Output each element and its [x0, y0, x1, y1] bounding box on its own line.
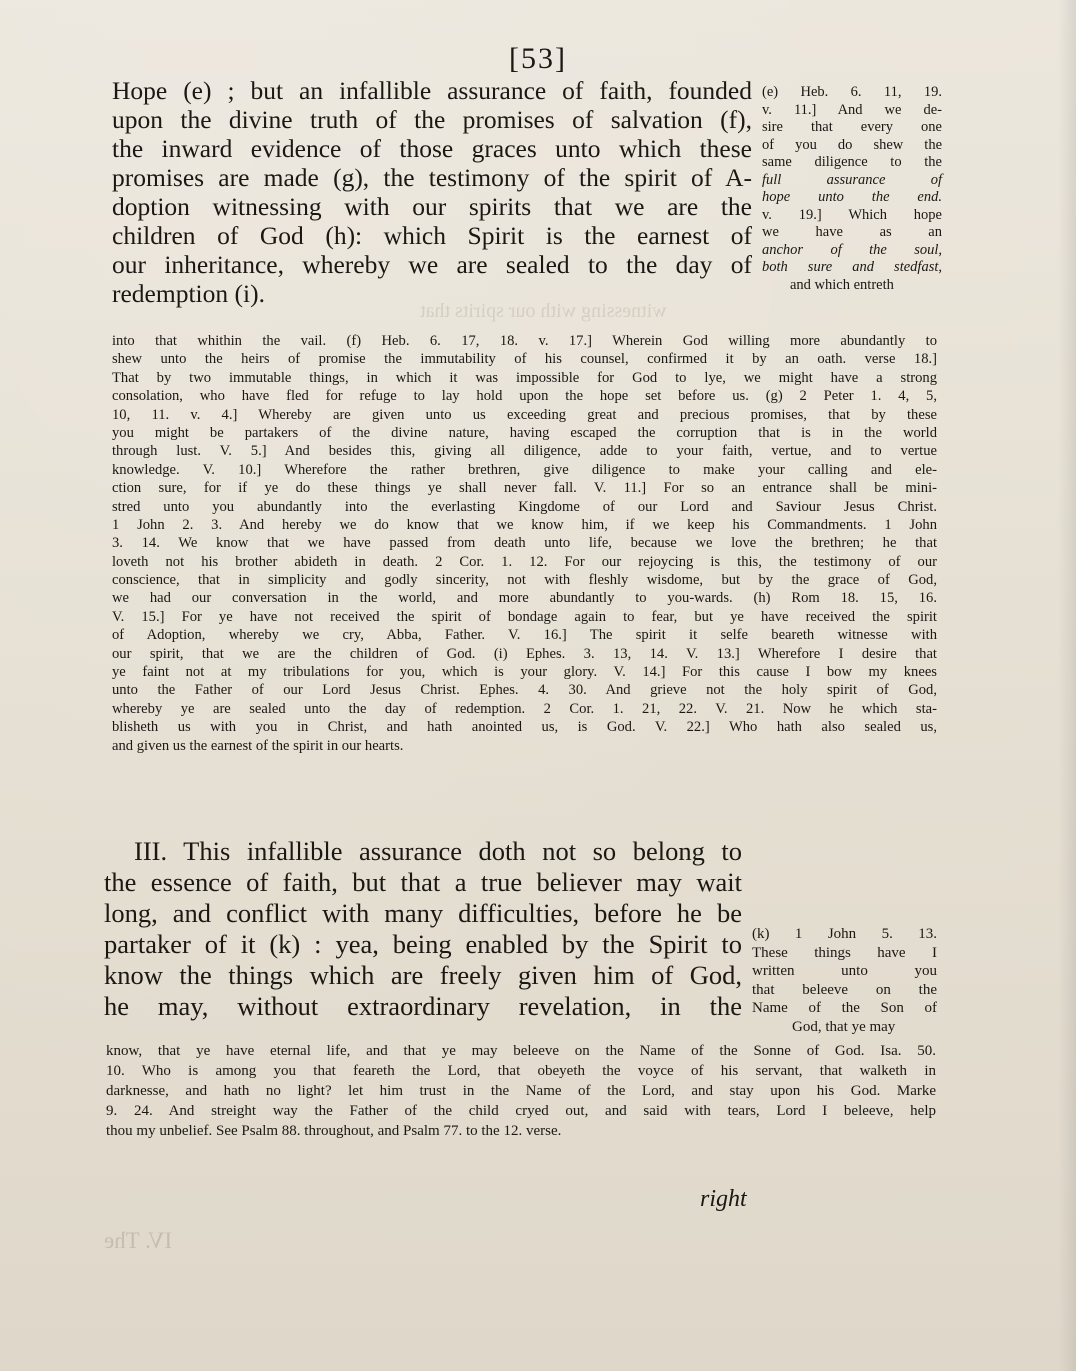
scripture-notes-2: [106, 1041, 936, 1141]
note-line: 3. 14. We know that we have passed from death unto life, because we love the brethren; he that: [112, 535, 937, 552]
main-paragraph-1: [112, 76, 752, 308]
margin-line: full assurance of: [762, 171, 942, 188]
show-through-text: IV. The: [104, 1228, 173, 1253]
note-line: ction sure, for if ye do these things ye shall never fall. V. 11.] For so an entrance shall be mini-: [112, 480, 937, 497]
note-line: you might be partakers of the divine nature, having escaped the corruption that is in the world: [112, 424, 937, 441]
note-line: and given us the earnest of the spirit in our hearts.: [112, 737, 404, 754]
margin-line: written unto you: [752, 963, 937, 979]
note-line: knowledge. V. 10.] Wherefore the rather brethren, give diligence to make your calling and ele-: [112, 461, 937, 478]
note-line: we had our conversation in the world, and more abundantly to you-wards. (h) Rom 18. 15, 16.: [112, 590, 937, 607]
margin-line: These things have I: [752, 944, 937, 961]
margin-line: of you do shew the: [762, 136, 942, 153]
note-line: darknesse, and hath no light? let him trust in the Name of the Lord, and stay upon his God. Marke: [106, 1083, 936, 1099]
text-line: promises are made (g), the testimony of the spirit of A-: [112, 163, 752, 192]
note-line: shew unto the heirs of promise the immutability of his counsel, confirmed it by an oath. verse 18.]: [112, 351, 937, 368]
margin-line: v. 19.] Which hope: [762, 206, 942, 223]
text-line: children of God (h): which Spirit is the earnest of: [112, 221, 752, 250]
note-line: consolation, who have fled for refuge to lay hold upon the hope set before us. (g) 2 Peter 1. 4, 5,: [112, 388, 937, 405]
show-through-text: witnessing with our spirits that: [420, 300, 667, 322]
text-line: Hope (e) ; but an infallible assurance of faith, founded: [112, 76, 752, 105]
text-line: doption witnessing with our spirits that we are the: [112, 192, 752, 221]
margin-note-k: [752, 925, 937, 1036]
main-paragraph-2: [104, 836, 742, 1022]
margin-line: that beleeve on the: [752, 981, 937, 998]
margin-line: anchor of the soul,: [762, 241, 942, 258]
note-line: our spirit, that we are the children of God. (i) Ephes. 3. 13, 14. V. 13.] Wherefore I desire that: [112, 645, 937, 662]
note-line: V. 15.] For ye have not received the spirit of bondage again to fear, but ye have received the spirit: [112, 608, 937, 625]
note-line: know, that ye have eternal life, and that ye may beleeve on the Name of the Sonne of God. Isa. 50.: [106, 1043, 936, 1059]
margin-line: same diligence to the: [762, 154, 942, 170]
page-edge-shadow: [1058, 0, 1076, 1371]
margin-line: hope unto the end.: [762, 189, 942, 205]
margin-line: both sure and stedfast,: [762, 259, 942, 275]
note-line: stred unto you abundantly into the everlasting Kingdome of our Lord and Saviour Jesus Christ.: [112, 498, 937, 515]
note-line: 9. 24. And streight way the Father of the child cryed out, and said with tears, Lord I beleeve, help: [106, 1103, 936, 1119]
margin-line: and which entreth: [790, 276, 894, 293]
note-line: blisheth us with you in Christ, and hath anointed us, is God. V. 22.] Who hath also sealed us,: [112, 719, 937, 736]
text-line: the essence of faith, but that a true believer may wait: [104, 867, 742, 897]
margin-line: sire that every one: [762, 119, 942, 135]
page-number: [53]: [509, 42, 567, 75]
text-line: upon the divine truth of the promises of salvation (f),: [112, 105, 752, 134]
note-line: conscience, that in simplicity and godly sincerity, not with fleshly wisdome, but by the grace of God,: [112, 572, 937, 589]
text-line: he may, without extraordinary revelation, in the: [104, 991, 742, 1021]
catchword: right: [700, 1186, 747, 1212]
margin-line: Name of the Son of: [752, 1000, 937, 1016]
margin-line: (k) 1 John 5. 13.: [752, 926, 937, 942]
text-line: partaker of it (k) : yea, being enabled by the Spirit to: [104, 929, 742, 959]
note-line: thou my unbelief. See Psalm 88. throughout, and Psalm 77. to the 12. verse.: [106, 1123, 562, 1139]
note-line: whereby ye are sealed unto the day of redemption. 2 Cor. 1. 21, 22. V. 21. Now he which sta-: [112, 700, 937, 717]
margin-line: God, that ye may: [792, 1018, 896, 1035]
note-line: unto the Father of our Lord Jesus Christ. Ephes. 4. 30. And grieve not the holy spirit of God,: [112, 682, 937, 699]
note-line: 10, 11. v. 4.] Whereby are given unto us exceeding great and precious promises, that by these: [112, 406, 937, 423]
margin-note-e: [762, 84, 942, 294]
text-line: redemption (i).: [112, 279, 265, 308]
note-line: That by two immutable things, in which it was impossible for God to lye, we might have a strong: [112, 369, 937, 386]
text-line: long, and conflict with many difficulties, before he be: [104, 898, 742, 928]
margin-line: (e) Heb. 6. 11, 19.: [762, 84, 942, 100]
margin-line: we have as an: [762, 224, 942, 240]
note-line: into that whithin the vail. (f) Heb. 6. 17, 18. v. 17.] Wherein God willing more abundantly to: [112, 333, 937, 349]
text-line: the inward evidence of those graces unto which these: [112, 134, 752, 163]
text-line: III. This infallible assurance doth not so belong to: [134, 836, 742, 866]
note-line: loveth not his brother abideth in death. 2 Cor. 1. 12. For our rejoycing is this, the testimony of our: [112, 553, 937, 570]
note-line: through lust. V. 5.] And besides this, giving all diligence, adde to your faith, vertue, and to vertue: [112, 443, 937, 460]
text-line: know the things which are freely given him of God,: [104, 960, 742, 990]
text-line: our inheritance, whereby we are sealed to the day of: [112, 250, 752, 279]
note-line: 10. Who is among you that feareth the Lord, that obeyeth the voyce of his servant, that walketh in: [106, 1063, 936, 1079]
note-line: ye faint not at my tribulations for you, which is your glory. V. 14.] For this cause I bow my knees: [112, 664, 937, 681]
note-line: of Adoption, whereby we cry, Abba, Father. V. 16.] The spirit it selfe beareth witnesse with: [112, 627, 937, 644]
scripture-notes-1: [112, 332, 937, 755]
note-line: 1 John 2. 3. And hereby we do know that we know him, if we keep his Commandments. 1 John: [112, 516, 937, 533]
margin-line: v. 11.] And we de-: [762, 101, 942, 118]
